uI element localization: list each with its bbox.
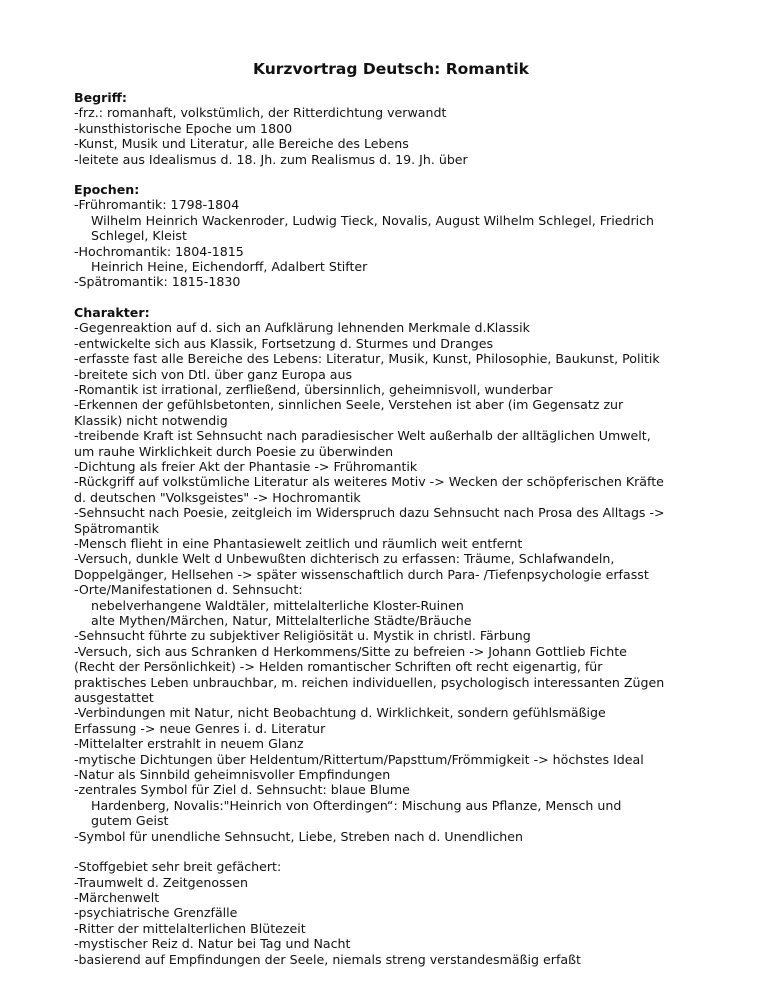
- charakter-line: -erfasste fast alle Bereiche des Lebens: Literatur, Musik, Kunst, Philosophie, Baukunst, Politik: [74, 351, 660, 367]
- charakter-line: ausgestattet: [74, 690, 154, 706]
- charakter-line: um rauhe Wirklichkeit durch Poesie zu überwinden: [74, 443, 394, 459]
- charakter-line: Erfassung -> neue Genres i. d. Literatur: [74, 720, 326, 736]
- stoff-line: -Märchenwelt: [74, 889, 160, 905]
- section-begriff: [74, 90, 708, 167]
- charakter-line: -Sehnsucht nach Poesie, zeitgleich im Widerspruch dazu Sehnsucht nach Prosa des Alltags ->: [74, 505, 665, 521]
- stoff-line: -Traumwelt d. Zeitgenossen: [74, 874, 248, 890]
- charakter-subline: nebelverhangene Waldtäler, mittelalterliche Kloster-Ruinen: [91, 597, 464, 613]
- begriff-line: -leitete aus Idealismus d. 18. Jh. zum Realismus d. 19. Jh. über: [74, 151, 468, 167]
- stoff-line: -psychiatrische Grenzfälle: [74, 905, 238, 921]
- charakter-line: -Sehnsucht führte zu subjektiver Religiösität u. Mystik in christl. Färbung: [74, 628, 531, 644]
- begriff-line: -kunsthistorische Epoche um 1800: [74, 120, 293, 136]
- charakter-line: d. deutschen "Volksgeistes" -> Hochromantik: [74, 489, 361, 505]
- section-stoffgebiet: [74, 859, 708, 967]
- charakter-line: -zentrales Symbol für Ziel d. Sehnsucht: blaue Blume: [74, 782, 410, 798]
- document-title: Kurzvortrag Deutsch: Romantik: [253, 60, 529, 78]
- charakter-line: -Erkennen der gefühlsbetonten, sinnlichen Seele, Verstehen ist aber (im Gegensatz zur: [74, 397, 624, 413]
- charakter-subline: gutem Geist: [91, 813, 169, 829]
- section-heading-begriff: Begriff:: [74, 90, 127, 105]
- charakter-line: -Romantik ist irrational, zerfließend, übersinnlich, geheimnisvoll, wunderbar: [74, 381, 553, 397]
- section-heading-epochen: Epochen:: [74, 182, 140, 198]
- epoch-hochromantik: -Hochromantik: 1804-1815: [74, 243, 244, 259]
- charakter-line: -Orte/Manifestationen d. Sehnsucht:: [74, 582, 303, 598]
- charakter-line: -Versuch, sich aus Schranken d Herkommens/Sitte zu befreien -> Johann Gottlieb Fichte: [74, 643, 627, 659]
- section-charakter: [74, 305, 708, 844]
- stoff-line: -Stoffgebiet sehr breit gefächert:: [74, 859, 282, 875]
- charakter-line: -entwickelte sich aus Klassik, Fortsetzung d. Sturmes und Dranges: [74, 335, 494, 351]
- stoff-line: -mystischer Reiz d. Natur bei Tag und Nacht: [74, 936, 351, 952]
- charakter-line: -Versuch, dunkle Welt d Unbewußten dichterisch zu erfassen: Träume, Schlafwandeln,: [74, 551, 615, 567]
- epoch-authors: Wilhelm Heinrich Wackenroder, Ludwig Tieck, Novalis, August Wilhelm Schlegel, Friedrich: [91, 212, 655, 228]
- charakter-line: -Symbol für unendliche Sehnsucht, Liebe, Streben nach d. Unendlichen: [74, 828, 523, 844]
- charakter-line: -breitete sich von Dtl. über ganz Europa aus: [74, 366, 353, 382]
- begriff-line: -Kunst, Musik und Literatur, alle Bereiche des Lebens: [74, 136, 409, 152]
- charakter-line: Doppelgänger, Hellsehen -> später wissenschaftlich durch Para- /Tiefenpsychologie erfasst: [74, 566, 649, 582]
- section-epochen: [74, 182, 708, 290]
- stoff-line: -Ritter der mittelalterlichen Blütezeit: [74, 920, 306, 936]
- charakter-subline: alte Mythen/Märchen, Natur, Mittelalterliche Städte/Bräuche: [91, 613, 472, 628]
- charakter-line: -Natur als Sinnbild geheimnisvoller Empfindungen: [74, 767, 391, 783]
- charakter-line: -mytische Dichtungen über Heldentum/Rittertum/Papsttum/Frömmigkeit -> höchstes Ideal: [74, 751, 644, 767]
- charakter-line: Klassik) nicht notwendig: [74, 412, 228, 428]
- charakter-line: -Verbindungen mit Natur, nicht Beobachtung d. Wirklichkeit, sondern gefühlsmäßige: [74, 705, 606, 721]
- epoch-spaetromantik: -Spätromantik: 1815-1830: [74, 274, 241, 290]
- section-heading-charakter: Charakter:: [74, 304, 150, 320]
- charakter-line: (Recht der Persönlichkeit) -> Helden romantischer Schriften oft recht eigenartig, für: [74, 659, 603, 675]
- begriff-line: -frz.: romanhaft, volkstümlich, der Ritterdichtung verwandt: [74, 105, 447, 121]
- charakter-line: Spätromantik: [74, 520, 159, 536]
- charakter-line: praktisches Leben unbrauchbar, m. reichen individuellen, psychologisch interessanten Zügen: [74, 674, 665, 690]
- charakter-line: -Rückgriff auf volkstümliche Literatur als weiteres Motiv -> Wecken der schöpferischen Kräfte: [74, 474, 664, 490]
- epoch-fruehromantik: -Frühromantik: 1798-1804: [74, 197, 240, 213]
- epoch-authors: Heinrich Heine, Eichendorff, Adalbert Stifter: [91, 259, 368, 275]
- charakter-line: -Mensch flieht in eine Phantasiewelt zeitlich und räumlich weit entfernt: [74, 535, 523, 551]
- charakter-line: -Mittelalter erstrahlt in neuem Glanz: [74, 736, 304, 752]
- stoff-line: -basierend auf Empfindungen der Seele, niemals streng verstandesmäßig erfaßt: [74, 951, 581, 967]
- charakter-line: -treibende Kraft ist Sehnsucht nach paradiesischer Welt außerhalb der alltäglichen Umwelt,: [74, 428, 651, 444]
- epoch-authors: Schlegel, Kleist: [91, 228, 187, 244]
- charakter-line: -Dichtung als freier Akt der Phantasie -> Frühromantik: [74, 458, 418, 474]
- charakter-line: -Gegenreaktion auf d. sich an Aufklärung lehnenden Merkmale d.Klassik: [74, 320, 530, 336]
- charakter-subline: Hardenberg, Novalis:"Heinrich von Ofterdingen“: Mischung aus Pflanze, Mensch und: [91, 797, 622, 813]
